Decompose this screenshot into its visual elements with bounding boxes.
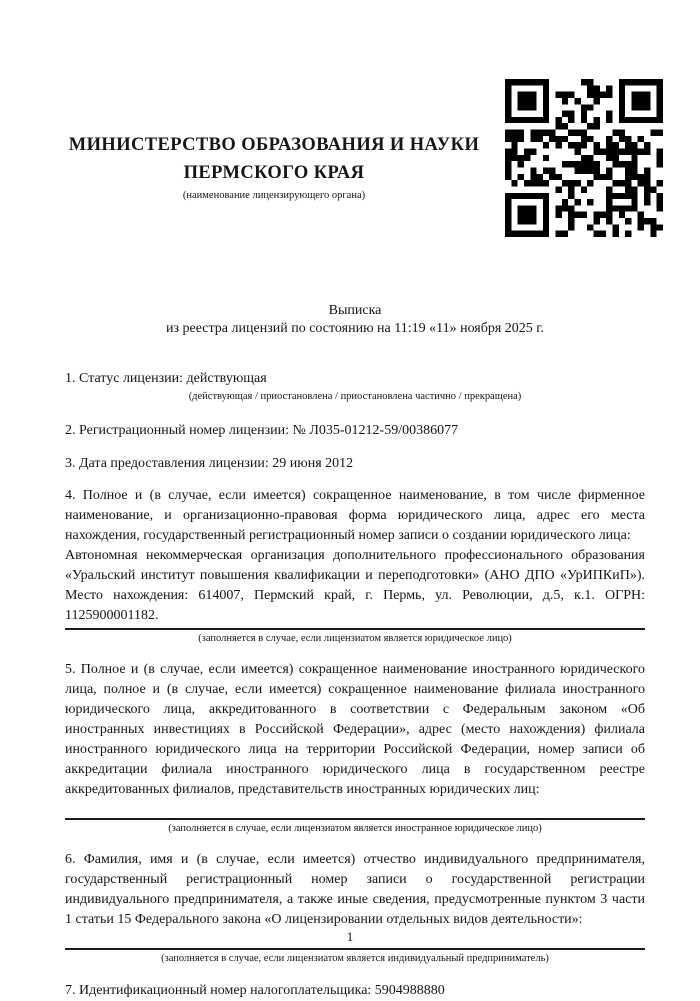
item-3-grant-date: 3. Дата предоставления лицензии: 29 июня 2012 (65, 456, 354, 471)
licensing-authority-caption: (наименование лицензирующего органа) (182, 190, 366, 201)
item-4-question: 4. Полное и (в случае, если имеется) сокращенное наименование, в том числе фирменное наименование, и организационно-правовая форма юридического лица, адрес его места нахождения, государственный регистрационный номер записи о создании юридического лица: (65, 488, 645, 543)
item-4-answer: Автономная некоммерческая организация дополнительного профессионального образования «Уральский институт повышения квалификации и переподготовки» (АНО ДПО «УрИПКиП»). Место нахождения: 614007, Пермский край, г. Пермь, ул. Революции, д.5, к.1. ОГРН: 1125900001182. (65, 548, 645, 623)
item-5-caption: (заполняется в случае, если лицензиатом является иностранное юридическое лицо) (168, 823, 542, 834)
document-body (65, 0, 645, 1001)
item-1-caption: (действующая / приостановлена / приостановлена частично / прекращена) (188, 391, 522, 402)
fill-in-line (65, 628, 645, 630)
item-7-taxpayer-number: 7. Идентификационный номер налогоплательщика: 5904988880 (65, 983, 445, 998)
document-title-line2: из реестра лицензий по состоянию на 11:19 «11» ноября 2025 г. (166, 321, 544, 336)
page-number: 1 (346, 929, 354, 944)
fill-in-line (65, 948, 645, 950)
authority-name-line2: ПЕРМСКОГО КРАЯ (183, 163, 365, 183)
item-5-question: 5. Полное и (в случае, если имеется) сокращенное наименование иностранного юридического лица, полное и (в случае, если имеется) сокращенное наименование филиала иностранного юридического лица, аккредитованного в соответствии с Федеральным законом «Об иностранных инвестициях в Российской Федерации», адрес (место нахождения) филиала иностранного юридического лица на территории Российской Федерации, номер записи об аккредитации филиала иностранного юридического лица в государственном реестре аккредитованных филиалов, представительств иностранных юридических лиц: (65, 662, 645, 797)
item-1-license-status: 1. Статус лицензии: действующая (65, 371, 267, 386)
item-6-entrepreneur-block (65, 850, 645, 965)
document-title-line1: Выписка (328, 303, 382, 318)
fill-in-line (65, 818, 645, 820)
item-2-registration-number: 2. Регистрационный номер лицензии: № Л035-01212-59/00386077 (65, 423, 459, 438)
authority-name-line1: МИНИСТЕРСТВО ОБРАЗОВАНИЯ И НАУКИ (68, 135, 480, 155)
item-5-foreign-entity-block (65, 660, 645, 835)
empty-answer-space (65, 800, 645, 816)
item-4-caption: (заполняется в случае, если лицензиатом является юридическое лицо) (198, 633, 512, 644)
document-title (65, 302, 645, 338)
item-6-caption: (заполняется в случае, если лицензиатом является индивидуальный предприниматель) (161, 953, 549, 964)
item-6-question: 6. Фамилия, имя и (в случае, если имеется) отчество индивидуального предпринимателя, государственный регистрационный номер записи о государственной регистрации индивидуального предпринимателя, а также иные сведения, предусмотренные пунктом 3 части 1 статьи 15 Федерального закона «О лицензировании отдельных видов деятельности»: (65, 852, 645, 927)
item-4-legal-entity-block (65, 486, 645, 645)
